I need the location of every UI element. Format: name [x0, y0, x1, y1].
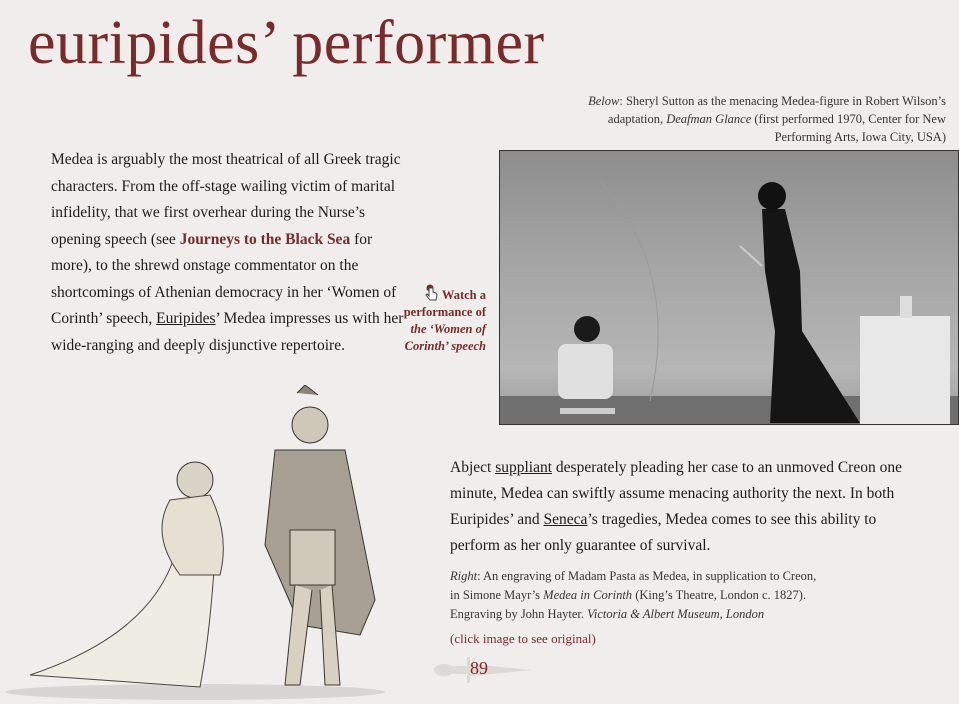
- caption-text: (King’s Theatre, London c. 1827). Engraving by John Hayter.: [450, 588, 807, 621]
- deafman-glance-photo[interactable]: [499, 150, 959, 425]
- body-text: ’s tragedies, Medea comes to see this ability to perform as her only guarantee of survival.: [450, 511, 877, 554]
- photo-image: [500, 151, 959, 425]
- watch-text-italic: the ‘Women of Corinth’ speech: [404, 322, 486, 353]
- caption-text: : Sheryl Sutton as the menacing Medea-figure in Robert Wilson’s adaptation,: [607, 94, 946, 126]
- pointing-hand-icon: [423, 284, 439, 302]
- watch-performance-link[interactable]: [398, 284, 486, 355]
- watch-text: Watch a performance of: [403, 288, 486, 319]
- caption-lead: Right: [450, 569, 478, 583]
- seneca-link[interactable]: Seneca: [543, 511, 588, 528]
- caption-work-title: Deafman Glance: [666, 112, 752, 126]
- caption-lead: Below: [588, 94, 620, 108]
- suppliant-link[interactable]: suppliant: [495, 459, 553, 476]
- intro-text: for more), to the shrewd onstage commentator on the shortcomings of Athenian democracy in her ‘Women of Corinth’ speech,: [51, 230, 397, 327]
- intro-paragraph: [51, 147, 411, 359]
- caption-text: (first performed 1970, Center for New Performing Arts, Iowa City, USA): [751, 112, 946, 144]
- intro-text: ’ Medea impresses us with her wide-ranging and deeply disjunctive repertoire.: [51, 310, 404, 354]
- engraving-caption: [450, 567, 820, 624]
- intro-text: Medea is arguably the most theatrical of all Greek tragic characters. From the off-stage wailing victim of marital infidelity, that we first overhear during the Nurse’s opening speech (see: [51, 151, 401, 248]
- photo-caption: [566, 92, 946, 146]
- engraving-image: [0, 385, 390, 700]
- page-title: euripides’ performer: [28, 9, 545, 77]
- body-text: desperately pleading her case to an unmoved Creon one minute, Medea can swiftly assume menacing authority the next. In both Euripides’ and: [450, 459, 902, 528]
- page-number: 89: [470, 658, 488, 678]
- euripides-link[interactable]: Euripides: [156, 310, 216, 327]
- madam-pasta-engraving[interactable]: [0, 385, 390, 700]
- journeys-link[interactable]: Journeys to the Black Sea: [179, 230, 351, 248]
- click-image-hint[interactable]: (click image to see original): [450, 631, 596, 646]
- caption-work-title: Medea in Corinth: [543, 588, 633, 602]
- second-paragraph: [450, 455, 910, 559]
- body-text: Abject: [450, 459, 496, 476]
- caption-museum: Victoria & Albert Museum, London: [587, 607, 765, 621]
- caption-text: : An engraving of Madam Pasta as Medea, in supplication to Creon, in Simone Mayr’s: [450, 569, 817, 602]
